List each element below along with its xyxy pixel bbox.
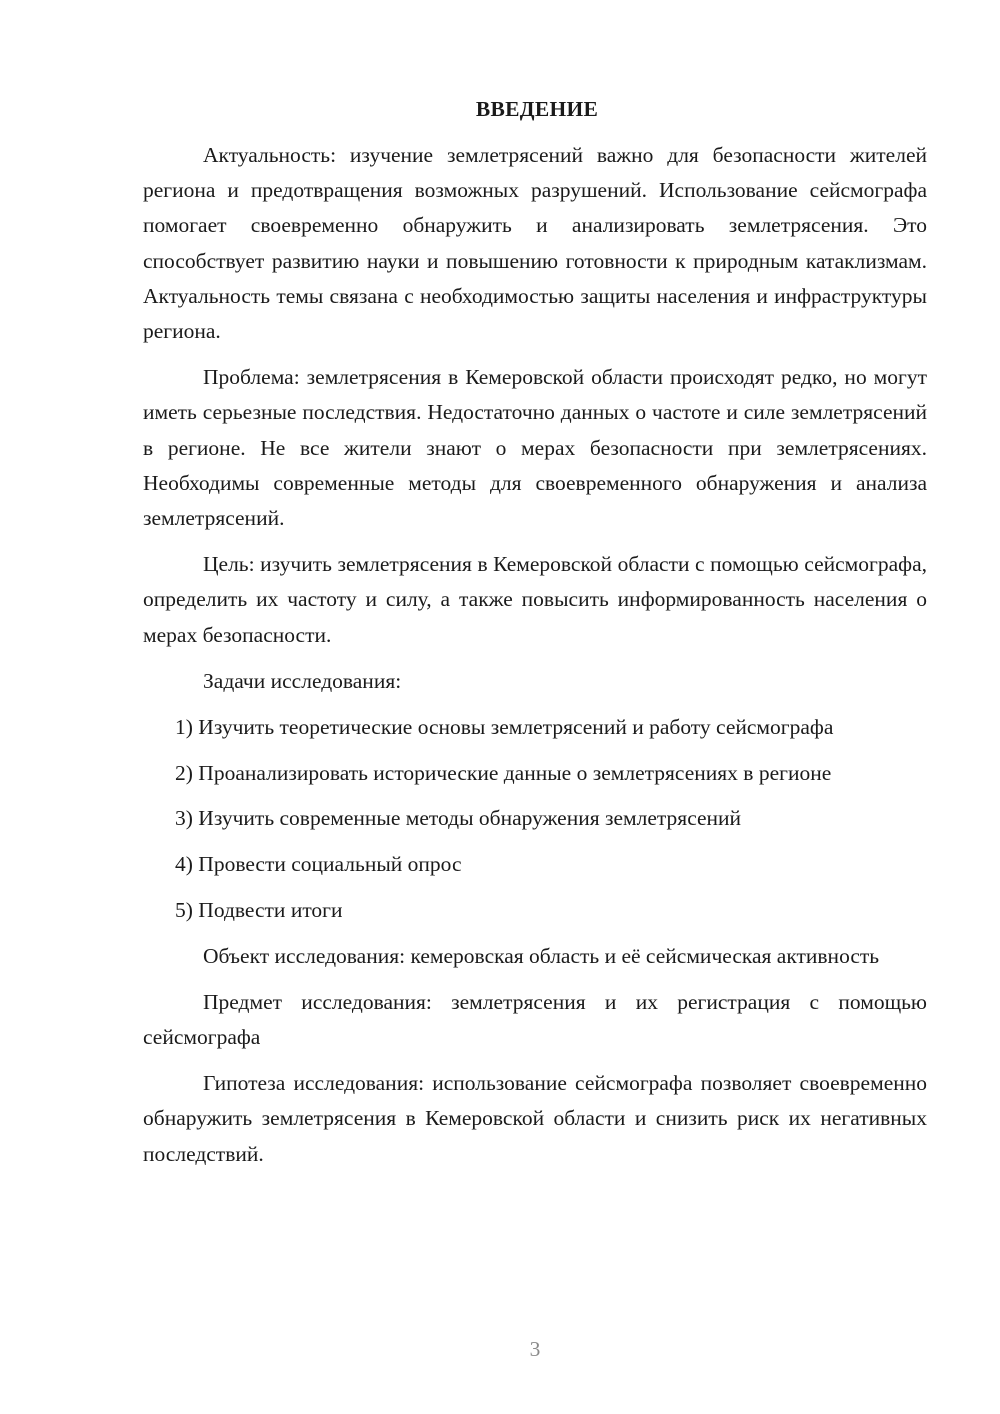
list-item xyxy=(143,756,927,791)
list-item xyxy=(143,893,927,928)
list-item-number: 5) xyxy=(175,897,193,922)
list-item-text: Подвести итоги xyxy=(198,897,343,922)
problem-paragraph: Проблема: землетрясения в Кемеровской области происходят редко, но могут иметь серьезные последствия. Недостаточно данных о частоте и силе землетрясений в регионе. Не все жители знают о мерах безопасности при землетрясениях. Необходимы современные методы для своевременного обнаружения и анализа землетрясений. xyxy=(143,365,927,531)
list-item-number: 1) xyxy=(175,715,193,740)
list-item-text: Изучить теоретические основы землетрясений и работу сейсмографа xyxy=(198,715,834,740)
page-title: ВВЕДЕНИЕ xyxy=(475,97,599,121)
list-item-text: Провести социальный опрос xyxy=(198,852,462,877)
list-item-number: 4) xyxy=(175,852,193,877)
page-content xyxy=(143,92,927,1183)
page-number: 3 xyxy=(529,1337,541,1361)
relevance-paragraph: Актуальность: изучение землетрясений важно для безопасности жителей региона и предотвращения возможных разрушений. Использование сейсмографа помогает своевременно обнаружить и анализировать землетрясения. Это способствует развитию науки и повышению готовности к природным катаклизмам. Актуальность темы связана с необходимостью защиты населения и инфраструктуры региона. xyxy=(143,143,927,344)
list-item-text: Проанализировать исторические данные о землетрясениях в регионе xyxy=(198,760,832,785)
subject-paragraph: Предмет исследования: землетрясения и их регистрация с помощью сейсмографа xyxy=(143,989,927,1049)
goal-paragraph: Цель: изучить землетрясения в Кемеровской области с помощью сейсмографа, определить их частоту и силу, а также повысить информированность населения о мерах безопасности. xyxy=(143,552,927,647)
tasks-heading: Задачи исследования: xyxy=(203,668,402,693)
list-item-number: 2) xyxy=(175,760,193,785)
list-item xyxy=(143,801,927,836)
list-item-number: 3) xyxy=(175,806,193,831)
list-item xyxy=(143,847,927,882)
object-paragraph: Объект исследования: кемеровская область и её сейсмическая активность xyxy=(203,943,880,968)
hypothesis-paragraph: Гипотеза исследования: использование сейсмографа позволяет своевременно обнаружить землетрясения в Кемеровской области и снизить риск их негативных последствий. xyxy=(143,1071,927,1166)
list-item xyxy=(143,710,927,745)
list-item-text: Изучить современные методы обнаружения землетрясений xyxy=(198,806,742,831)
tasks-list xyxy=(143,710,927,928)
